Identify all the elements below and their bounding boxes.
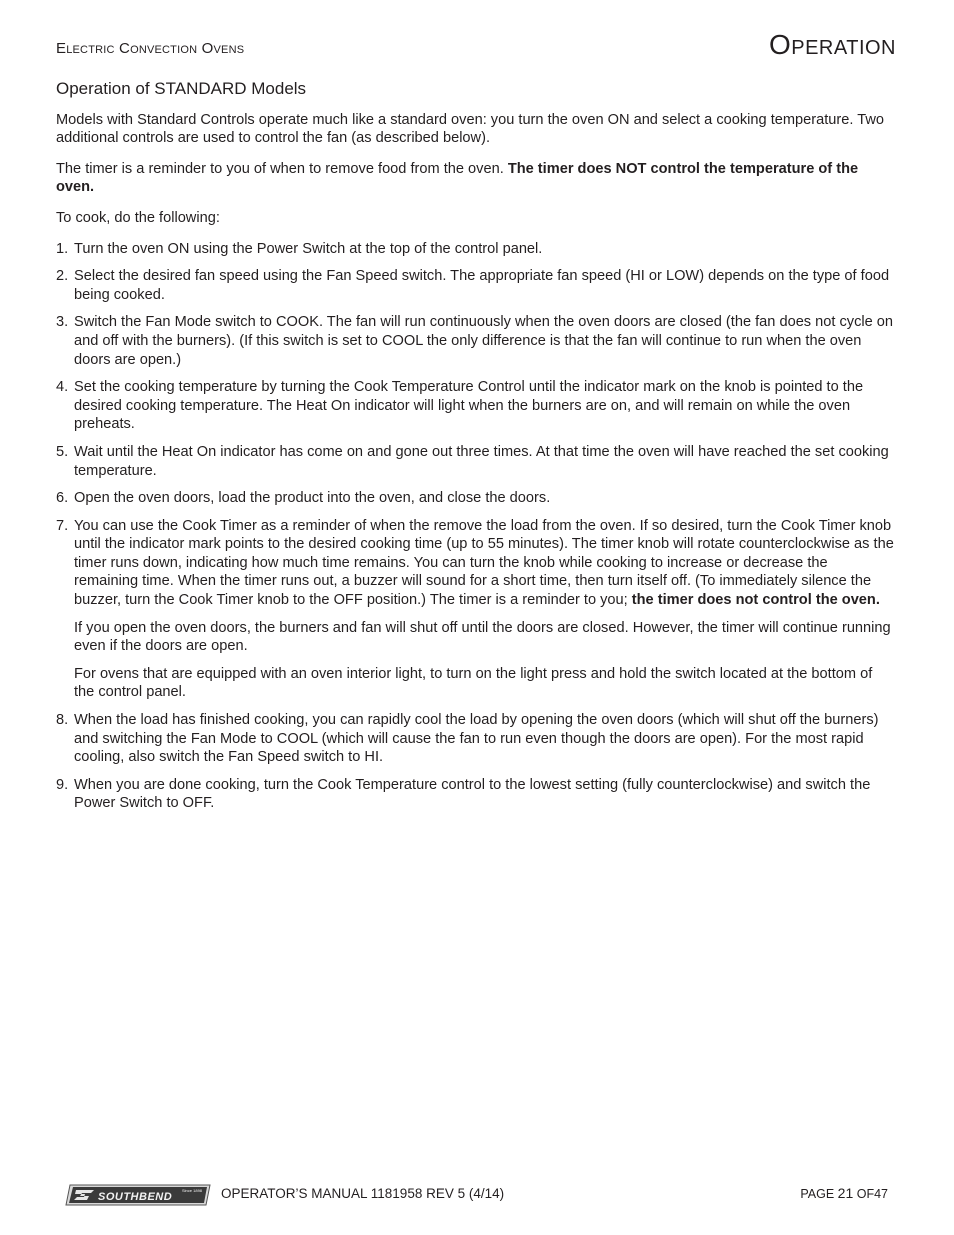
step-text: When the load has finished cooking, you can rapidly cool the load by opening the oven doors (which will shut off the burners) and switching the Fan Mode to COOL (which will cause the fan to run even though the doors are open). For the most rapid cooling, also switch the Fan Speed switch to HI. [74, 712, 879, 766]
timer-note-bold: The timer does NOT control the temperature of the oven. [56, 160, 859, 196]
step-text: Set the cooking temperature by turning the Cook Temperature Control until the indicator mark on the knob is pointed to the desired cooking temperature. The Heat On indicator will light when the burners are on, and will remain on while the oven preheats. [74, 379, 864, 433]
step-number: 3. [56, 314, 69, 331]
intro-paragraph: Models with Standard Controls operate much like a standard oven: you turn the oven ON and select a cooking temperature. Two additional controls are used to control the fan (as described below). [56, 111, 884, 147]
step-text: Wait until the Heat On indicator has come on and gone out three times. At that time the oven will have reached the set cooking temperature. [74, 443, 889, 479]
step-item [56, 267, 894, 304]
step-text: Select the desired fan speed using the Fan Speed switch. The appropriate fan speed (HI or LOW) depends on the type of food being cooked. [74, 268, 890, 303]
step-number: 5. [56, 443, 69, 460]
timer-note-paragraph [56, 160, 894, 197]
step-number: 1. [56, 240, 69, 257]
step-number: 6. [56, 490, 69, 507]
step-text: When you are done cooking, turn the Cook Temperature control to the lowest setting (fully counterclockwise) and switch the Power Switch to OFF. [74, 776, 871, 812]
logo-since: Since 1898 [182, 1188, 203, 1193]
step-item [56, 517, 894, 702]
southbend-logo [64, 1183, 212, 1207]
page-footer [0, 1180, 954, 1210]
step-text: Turn the oven ON using the Power Switch at the top of the control panel. [74, 240, 543, 257]
manual-reference: OPERATOR’S MANUAL 1181958 REV 5 (4/14) [221, 1186, 505, 1201]
step-item [56, 240, 894, 259]
step-text: You can use the Cook Timer as a reminder of when the remove the load from the oven. If so desired, turn the Cook Timer knob until the indicator mark points to the desired cooking time (up to 55 minutes). The timer knob will rotate counterclockwise as the timer runs down, indicating how much time remains. You can turn the knob while cooking to increase or decrease the remaining time. When the timer runs out, a buzzer will sound for a short time, then turn itself off. (To immediately silence the buzzer, turn the Cook Timer knob to the OFF position.) The timer is a reminder to you; [74, 517, 894, 609]
header-document-title: Electric Convection Ovens [56, 40, 245, 57]
step-item [56, 313, 894, 369]
step-number: 2. [56, 268, 69, 285]
timer-note-text: The timer is a reminder to you of when to remove food from the oven. [56, 160, 508, 177]
step-item [56, 443, 894, 480]
step-text: Open the oven doors, load the product into the oven, and close the doors. [74, 490, 551, 507]
page-number: 21 [837, 1185, 854, 1201]
step-item [56, 378, 894, 434]
step-number: 8. [56, 712, 69, 729]
step-paragraph [74, 517, 894, 610]
step-paragraph: If you open the oven doors, the burners and fan will shut off until the doors are closed. However, the timer will continue running even if the doors are open. [74, 619, 891, 655]
header-section-title: Operation [768, 29, 896, 60]
step-item [56, 489, 894, 508]
logo-wordmark: SOUTHBEND [98, 1191, 173, 1203]
step-item [56, 711, 894, 767]
steps-list [56, 240, 894, 813]
page-label: PAGE [800, 1187, 838, 1201]
page-total: OF47 [853, 1187, 888, 1201]
step-item [56, 776, 894, 813]
section-title: Operation of STANDARD Models [56, 79, 307, 98]
page-indicator [800, 1185, 888, 1201]
step-number: 4. [56, 379, 69, 396]
main-content [56, 80, 894, 822]
step-paragraph: For ovens that are equipped with an oven interior light, to turn on the light press and hold the switch located at the bottom of the control panel. [74, 665, 873, 701]
step-text: Switch the Fan Mode switch to COOK. The fan will run continuously when the oven doors are closed (the fan does not cycle on and off with the burners). (If this switch is set to COOL the only difference is that the fan will continue to run when the oven doors are open.) [74, 314, 894, 368]
step-number: 9. [56, 776, 69, 793]
lead-in-paragraph: To cook, do the following: [56, 209, 220, 226]
step-number: 7. [56, 517, 69, 534]
step-bold-text: the timer does not control the oven. [631, 592, 880, 609]
